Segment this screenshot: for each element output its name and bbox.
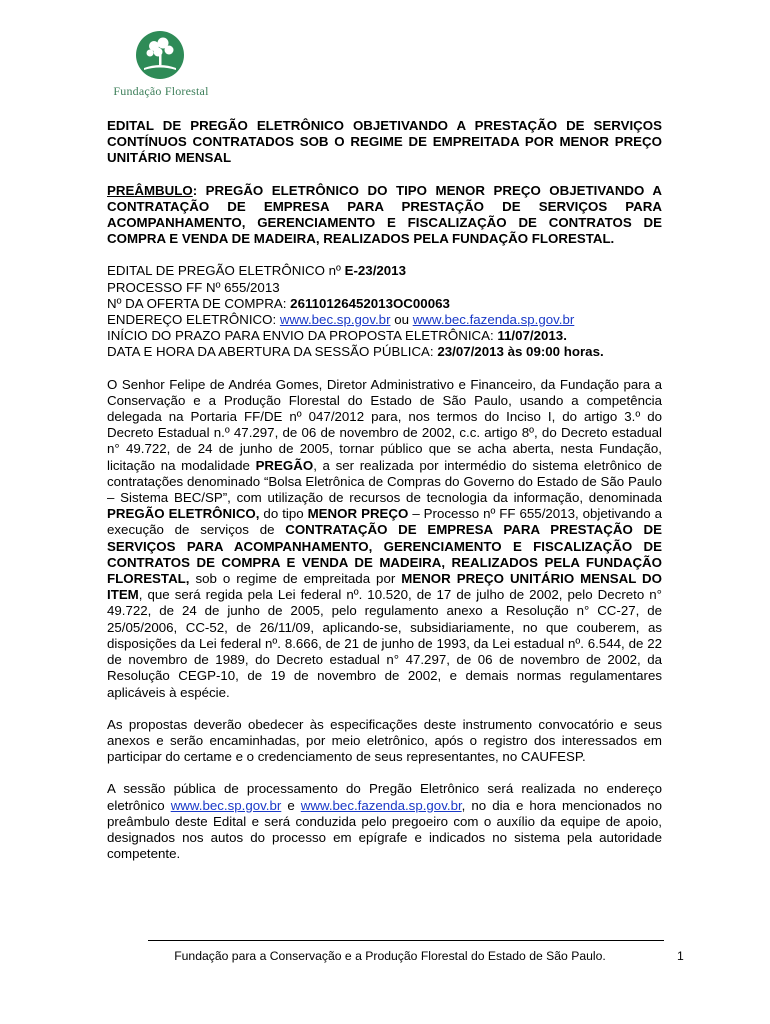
endereco-label: ENDEREÇO ELETRÔNICO: (107, 312, 280, 328)
page-number: 1 (677, 949, 684, 963)
paragraph-propostas: As propostas deverão obedecer às especificações deste instrumento convocatório e seus anexos e serão encaminhadas, por meio eletrônico, após o registro dos interessados em participar do certame e o credenciamento de seus representantes, no CAUFESP. (107, 716, 662, 765)
bold-run: MENOR PREÇO UNITÁRIO MENSAL DO ITEM (107, 571, 662, 603)
data-value: 23/07/2013 às 09:00 horas. (437, 344, 604, 360)
data-label: DATA E HORA DA ABERTURA DA SESSÃO PÚBLICA: (107, 344, 438, 360)
preambulo-label: PREÂMBULO (107, 182, 193, 198)
text-run: – Processo nº FF 655/2013, objetivando a execução de serviços de (107, 506, 663, 538)
paragraph-sessao (107, 781, 662, 862)
bold-run: PREGÃO (255, 457, 314, 473)
data-abertura-line (107, 344, 662, 360)
inicio-label: INÍCIO DO PRAZO PARA ENVIO DA PROPOSTA ELETRÔNICA: (107, 328, 498, 344)
preambulo (107, 183, 662, 248)
bec-link-2[interactable]: www.bec.sp.gov.br (170, 797, 282, 813)
oferta-label: Nº DA OFERTA DE COMPRA: (107, 295, 291, 311)
ou-text: ou (390, 312, 413, 328)
processo-line: PROCESSO FF Nº 655/2013 (107, 279, 280, 295)
inicio-prazo-line (107, 328, 662, 344)
bold-run: MENOR PREÇO (307, 506, 409, 522)
document-body (107, 118, 662, 878)
logo-text: Fundação Florestal (113, 84, 209, 98)
bold-run: PREGÃO ELETRÔNICO, (107, 506, 260, 522)
bold-run: CONTRATAÇÃO DE EMPRESA PARA PRESTAÇÃO DE SERVIÇOS PARA ACOMPANHAMENTO, GERENCIAMENTO E FISCALIZAÇÃO DE CONTRATOS DE COMPRA E VENDA DE MADEIRA, REALIZADOS PELA FUNDAÇÃO FLORESTAL, (107, 522, 663, 587)
edital-number-line (107, 263, 662, 279)
bec-link[interactable]: www.bec.sp.gov.br (279, 312, 391, 328)
document-title: EDITAL DE PREGÃO ELETRÔNICO OBJETIVANDO A PRESTAÇÃO DE SERVIÇOS CONTÍNUOS CONTRATADOS SOB O REGIME DE EMPREITADA POR MENOR PREÇO UNITÁRIO MENSAL (107, 118, 662, 166)
preambulo-text: : PREGÃO ELETRÔNICO DO TIPO MENOR PREÇO OBJETIVANDO A CONTRATAÇÃO DE EMPRESA PARA PRESTAÇÃO DE SERVIÇOS PARA ACOMPANHAMENTO, GERENCIAMENTO E FISCALIZAÇÃO DE CONTRATOS DE COMPRA E VENDA DE MADEIRA, REALIZADOS PELA FUNDAÇÃO FLORESTAL. (107, 182, 662, 247)
text-run: , que será regida pela Lei federal nº. 10.520, de 17 de julho de 2002, pelo Decreto n° 49.722, de 24 de junho de 2005, pelo regulamento anexo a Resolução n° CC-27, de 25/05/2006, CC-52, de 26/11/09, aplicando-se, subsidiariamente, no que couberem, as disposições da Lei federal nº. 8.666, de 21 de junho de 1993, da Lei estadual nº. 6.544, de 22 de novembro de 1989, do Decreto estadual n° 47.297, de 06 de novembro de 2002, da Resolução CEGP-10, de 19 de novembro de 2002, e demais normas regulamentares aplicáveis à espécie. (107, 587, 662, 700)
bec-fazenda-link-2[interactable]: www.bec.fazenda.sp.gov.br (300, 797, 462, 813)
text-run: , a ser realizada por intermédio do sistema eletrônico de contratações denominado “Bolsa Eletrônica de Compras do Governo do Estado de São Paulo – Sistema BEC/SP”, com utilização de recursos de tecnologia da informação, denominada (107, 457, 662, 506)
endereco-line (107, 312, 662, 328)
text-run: O Senhor Felipe de Andréa Gomes, Diretor Administrativo e Financeiro, da Fundação para a Conservação e a Produção Florestal do Estado de São Paulo, usando a competência delegada na Portaria FF/DE nº 047/2012 para, nos termos do Inciso I, do artigo 3.º do Decreto Estadual n.º 47.297, de 06 de novembro de 2002, c.c. artigo 8º, do Decreto estadual n° 49.722, de 24 de junho de 2005, tornar público que se acha aberta, nesta Fundação, licitação na modalidade (107, 376, 662, 473)
edital-value: E-23/2013 (344, 263, 406, 279)
text-run: sob o regime de empreitada por (189, 571, 402, 587)
footer-divider (148, 940, 664, 941)
oferta-line (107, 296, 662, 312)
inicio-value: 11/07/2013. (497, 328, 567, 344)
oferta-value: 26110126452013OC00063 (290, 295, 450, 311)
edital-metadata (107, 263, 662, 360)
text-run: , no dia e hora mencionados no preâmbulo deste Edital e será conduzida pelo pregoeiro com o auxílio da equipe de apoio, designados nos autos do processo em epígrafe e indicados no sistema pela autoridade competente. (107, 797, 662, 862)
bec-fazenda-link[interactable]: www.bec.fazenda.sp.gov.br (412, 312, 575, 328)
text-run: A sessão pública de processamento do Pregão Eletrônico será realizada no endereço eletrônico (107, 781, 662, 813)
edital-label: EDITAL DE PREGÃO ELETRÔNICO nº (107, 263, 345, 279)
text-run: e (281, 797, 301, 813)
text-run: do tipo (259, 506, 308, 522)
footer-text: Fundação para a Conservação e a Produção Florestal do Estado de São Paulo. (174, 949, 606, 963)
paragraph-intro (107, 377, 662, 701)
